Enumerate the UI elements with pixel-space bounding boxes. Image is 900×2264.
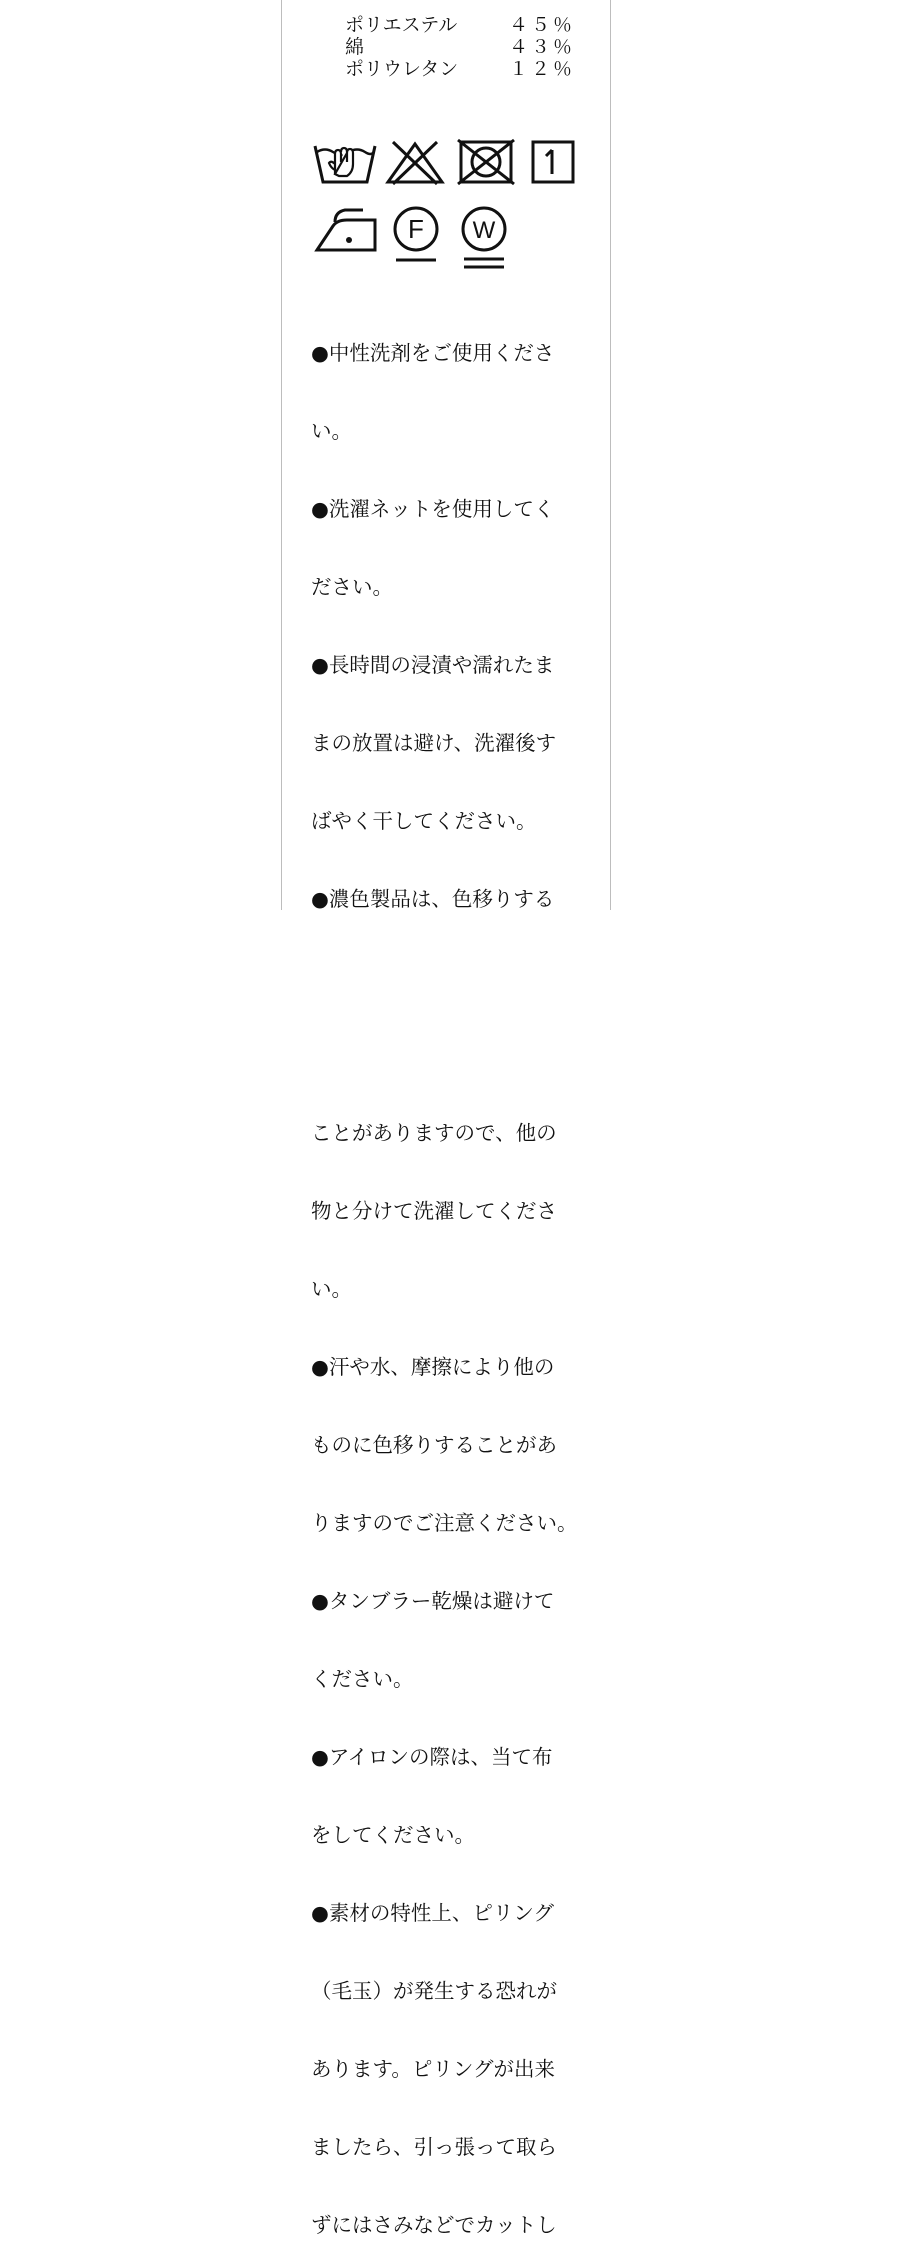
composition-row <box>345 36 575 58</box>
care-line: ください。 <box>311 1667 414 1691</box>
spacer <box>311 1042 601 1068</box>
care-line: りますのでご注意ください。 <box>311 1511 578 1535</box>
care-line: ●素材の特性上、ピリング <box>311 1901 554 1925</box>
dry-clean-f-icon <box>390 205 442 265</box>
care-line: 物と分けて洗濯してくださ <box>311 1199 557 1223</box>
no-tumble-dry-icon <box>456 138 516 186</box>
care-line: ものに色移りすることがあ <box>311 1433 557 1457</box>
iron-low-icon <box>313 204 379 254</box>
wet-clean-w-icon <box>458 205 510 271</box>
care-line: ●タンブラー乾燥は避けて <box>311 1589 555 1613</box>
material-name: ポリウレタン <box>345 58 459 80</box>
svg-text:W: W <box>472 217 496 244</box>
material-percent: ４３％ <box>508 36 575 58</box>
composition-row <box>345 58 575 80</box>
care-line: をしてください。 <box>311 1823 475 1847</box>
care-line: ずにはさみなどでカットし <box>311 2213 557 2237</box>
care-line: ●中性洗剤をご使用くださ <box>311 341 555 365</box>
fabric-composition <box>345 14 575 80</box>
care-line: ことがありますので、他の <box>311 1121 557 1145</box>
material-name: 綿 <box>345 36 365 58</box>
care-line: い。 <box>311 1277 352 1301</box>
care-line: ●濃色製品は、色移りする <box>311 887 555 911</box>
care-line: ださい。 <box>311 575 393 599</box>
care-line: ●長時間の浸漬や濡れたま <box>311 653 555 677</box>
no-bleach-icon <box>385 138 445 186</box>
material-percent: ４５％ <box>508 14 575 36</box>
material-percent: １２％ <box>508 58 575 80</box>
care-line: い。 <box>311 419 352 443</box>
care-line: あります。ピリングが出来 <box>311 2057 555 2081</box>
spacer <box>311 964 601 990</box>
care-line: ましたら、引っ張って取ら <box>311 2135 557 2159</box>
care-line: ●アイロンの際は、当て布 <box>311 1745 553 1769</box>
care-line: まの放置は避け、洗濯後す <box>311 731 557 755</box>
material-name: ポリエステル <box>345 14 458 36</box>
svg-text:F: F <box>408 214 424 244</box>
care-line: （毛玉）が発生する恐れが <box>311 1979 557 2003</box>
care-line: ●洗濯ネットを使用してく <box>311 497 555 521</box>
composition-row <box>345 14 575 36</box>
care-line: ばやく干してください。 <box>311 809 537 833</box>
care-line: ●汗や水、摩擦により他の <box>311 1355 555 1379</box>
line-dry-icon <box>530 138 578 186</box>
hand-wash-tub-icon <box>313 138 377 186</box>
care-instructions <box>311 288 601 2264</box>
